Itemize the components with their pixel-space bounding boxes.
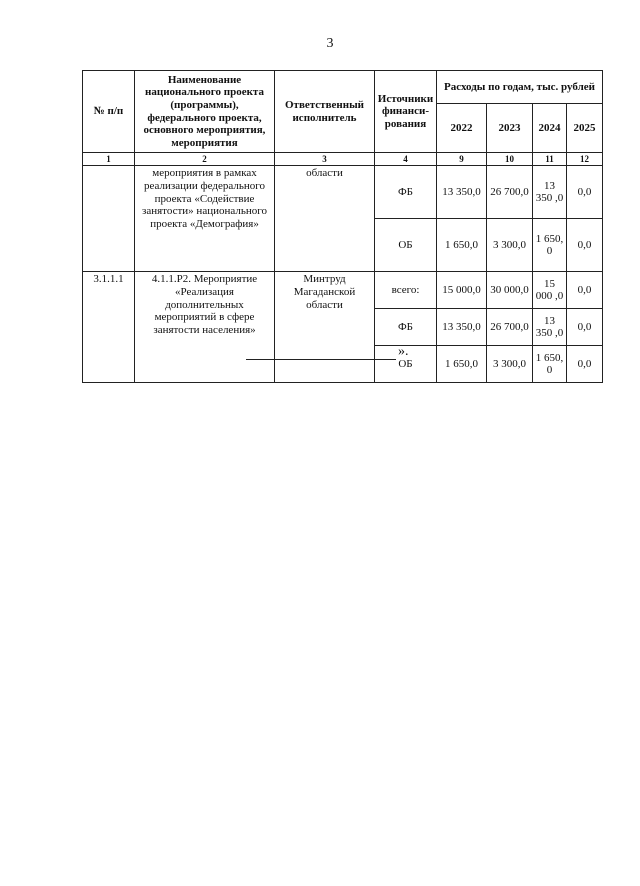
header-expenses: Расходы по годам, тыс. рублей (437, 71, 603, 104)
header-year-2023: 2023 (487, 104, 533, 153)
funding-source: всего: (375, 272, 437, 309)
table-row (83, 166, 603, 219)
executor: области (275, 166, 375, 272)
col-number: 12 (567, 153, 603, 166)
value-2025: 0,0 (567, 219, 603, 272)
col-number: 1 (83, 153, 135, 166)
header-row-1 (83, 71, 603, 104)
header-year-2025: 2025 (567, 104, 603, 153)
col-number: 4 (375, 153, 437, 166)
value-2022: 1 650,0 (437, 219, 487, 272)
column-number-row (83, 153, 603, 166)
header-num: № п/п (83, 71, 135, 153)
header-source: Источники финанси-рования (375, 71, 437, 153)
value-2023: 26 700,0 (487, 309, 533, 346)
value-2024: 15 000 ,0 (533, 272, 567, 309)
funding-source: ФБ (375, 166, 437, 219)
measure-name: мероприятия в рамках реализации федерального проекта «Содействие занятости» национального проекта «Демография» (135, 166, 275, 272)
value-2023: 3 300,0 (487, 346, 533, 383)
header-executor: Ответственный исполнитель (275, 71, 375, 153)
measure-name: 4.1.1.Р2. Мероприятие «Реализация дополнительных мероприятий в сфере занятости населения» (135, 272, 275, 383)
value-2022: 13 350,0 (437, 166, 487, 219)
value-2025: 0,0 (567, 166, 603, 219)
value-2023: 26 700,0 (487, 166, 533, 219)
col-number: 10 (487, 153, 533, 166)
value-2025: 0,0 (567, 309, 603, 346)
funding-source: ОБ (375, 346, 437, 383)
value-2024: 1 650, 0 (533, 346, 567, 383)
header-year-2022: 2022 (437, 104, 487, 153)
signature-line (246, 347, 396, 360)
col-number: 11 (533, 153, 567, 166)
col-number: 2 (135, 153, 275, 166)
table-row (83, 272, 603, 309)
value-2023: 3 300,0 (487, 219, 533, 272)
value-2023: 30 000,0 (487, 272, 533, 309)
value-2025: 0,0 (567, 272, 603, 309)
col-number: 3 (275, 153, 375, 166)
expenses-table (82, 70, 603, 383)
header-year-2024: 2024 (533, 104, 567, 153)
closing-quote: ». (398, 344, 409, 359)
value-2024: 1 650, 0 (533, 219, 567, 272)
executor: Минтруд Магаданской области (275, 272, 375, 383)
col-number: 9 (437, 153, 487, 166)
value-2025: 0,0 (567, 346, 603, 383)
value-2024: 13 350 ,0 (533, 309, 567, 346)
row-number (83, 166, 135, 272)
value-2022: 1 650,0 (437, 346, 487, 383)
funding-source: ФБ (375, 309, 437, 346)
page-number: 3 (326, 36, 334, 51)
closing-mark (246, 344, 409, 360)
value-2024: 13 350 ,0 (533, 166, 567, 219)
funding-source: ОБ (375, 219, 437, 272)
value-2022: 15 000,0 (437, 272, 487, 309)
row-number: 3.1.1.1 (83, 272, 135, 383)
header-name: Наименование национального проекта (программы), федерального проекта, основного мероприятия, мероприятия (135, 71, 275, 153)
value-2022: 13 350,0 (437, 309, 487, 346)
